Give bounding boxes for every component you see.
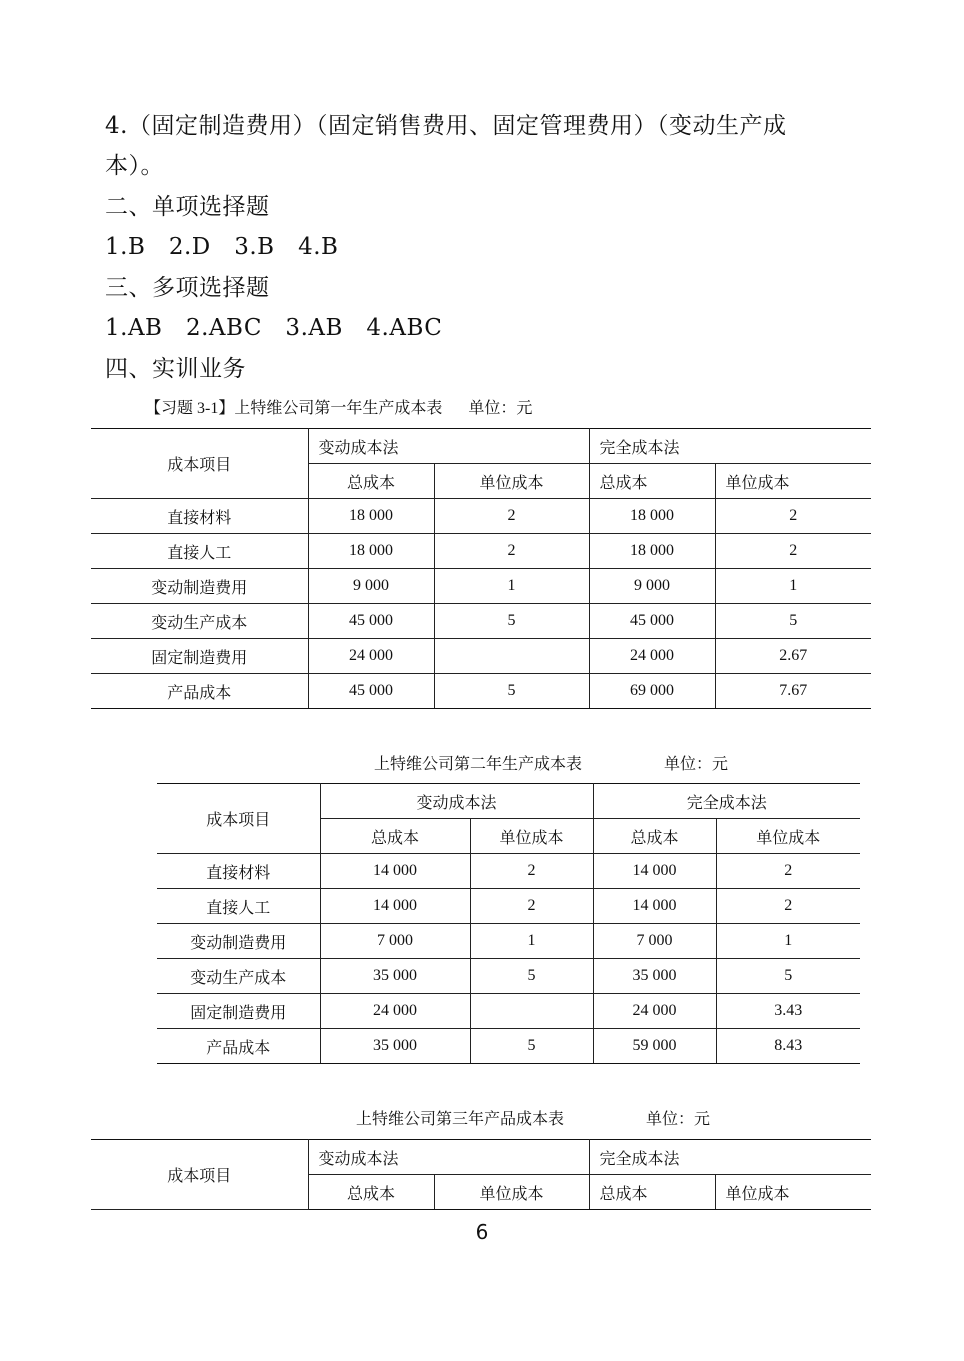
table-cell	[470, 994, 593, 1029]
table2-sub-total-full: 总成本	[593, 819, 716, 854]
table3	[91, 1139, 871, 1210]
table-cell: 3.43	[716, 994, 860, 1029]
table2-sub-unit-var: 单位成本	[470, 819, 593, 854]
table-cell: 2	[434, 499, 589, 534]
section-heading-multiple-choice: 三、多项选择题	[105, 275, 270, 301]
table-cell: 59 000	[593, 1029, 716, 1064]
table-cell: 5	[716, 959, 860, 994]
table-cell: 35 000	[320, 1029, 470, 1064]
table3-header-item: 成本项目	[91, 1140, 308, 1210]
table-cell: 2	[470, 889, 593, 924]
table-row	[157, 889, 860, 924]
table-cell: 7 000	[593, 924, 716, 959]
table3-sub-total-var: 总成本	[308, 1175, 434, 1210]
table2-header-item: 成本项目	[157, 784, 320, 854]
table-row	[91, 499, 871, 534]
table1-header-variable: 变动成本法	[308, 429, 589, 464]
table3-sub-unit-full: 单位成本	[715, 1175, 871, 1210]
table-cell: 1	[715, 569, 871, 604]
table1-header-full: 完全成本法	[589, 429, 871, 464]
table-cell: 69 000	[589, 674, 715, 709]
table-cell: 5	[715, 604, 871, 639]
table3-sub-total-full: 总成本	[589, 1175, 715, 1210]
table1	[91, 428, 871, 709]
table-row	[157, 924, 860, 959]
table-cell: 14 000	[320, 889, 470, 924]
table-cell: 直接人工	[91, 534, 308, 569]
table-cell: 24 000	[308, 639, 434, 674]
table-cell: 14 000	[320, 854, 470, 889]
table1-unit: 单位：元	[468, 400, 533, 417]
table1-sub-total-var: 总成本	[308, 464, 434, 499]
table1-caption	[145, 395, 532, 418]
table1-sub-unit-full: 单位成本	[715, 464, 871, 499]
table-cell: 14 000	[593, 854, 716, 889]
table2-unit: 单位：元	[664, 756, 729, 773]
table-cell: 2	[434, 534, 589, 569]
table2-sub-unit-full: 单位成本	[716, 819, 860, 854]
table-row	[157, 1029, 860, 1064]
table-cell: 2.67	[715, 639, 871, 674]
table-row	[157, 994, 860, 1029]
table-cell: 5	[470, 959, 593, 994]
table-cell: 产品成本	[157, 1029, 320, 1064]
table3-sub-unit-var: 单位成本	[434, 1175, 589, 1210]
table-cell	[434, 639, 589, 674]
table-cell: 5	[470, 1029, 593, 1064]
table-cell: 变动生产成本	[91, 604, 308, 639]
answer-fill-blank-4: 4.（固定制造费用）（固定销售费用、固定管理费用）（变动生产成	[105, 113, 787, 139]
table-cell: 固定制造费用	[91, 639, 308, 674]
table-cell: 2	[715, 534, 871, 569]
table-cell: 2	[716, 889, 860, 924]
table-cell: 1	[470, 924, 593, 959]
table-row	[91, 639, 871, 674]
table-cell: 变动生产成本	[157, 959, 320, 994]
table-cell: 1	[434, 569, 589, 604]
table-cell: 18 000	[308, 499, 434, 534]
table-cell: 5	[434, 674, 589, 709]
table-row	[157, 854, 860, 889]
table2	[157, 783, 860, 1064]
table-cell: 7 000	[320, 924, 470, 959]
table-row	[91, 569, 871, 604]
table-cell: 24 000	[593, 994, 716, 1029]
table-cell: 固定制造费用	[157, 994, 320, 1029]
table-cell: 18 000	[589, 499, 715, 534]
table3-caption	[356, 1106, 710, 1129]
table-cell: 直接材料	[91, 499, 308, 534]
answer-fill-blank-4-cont: 本）。	[105, 153, 164, 179]
table-cell: 24 000	[589, 639, 715, 674]
table-cell: 5	[434, 604, 589, 639]
table-cell: 变动制造费用	[157, 924, 320, 959]
table-row	[91, 674, 871, 709]
table3-unit: 单位：元	[646, 1111, 711, 1128]
table-row	[91, 534, 871, 569]
table1-sub-total-full: 总成本	[589, 464, 715, 499]
table-cell: 9 000	[589, 569, 715, 604]
table-cell: 35 000	[320, 959, 470, 994]
table-cell: 45 000	[308, 604, 434, 639]
table2-header-full: 完全成本法	[593, 784, 860, 819]
table-cell: 9 000	[308, 569, 434, 604]
table3-header-full: 完全成本法	[589, 1140, 871, 1175]
table-cell: 14 000	[593, 889, 716, 924]
table3-title: 上特维公司第三年产品成本表	[356, 1111, 565, 1128]
section-heading-single-choice: 二、单项选择题	[105, 194, 270, 220]
table1-sub-unit-var: 单位成本	[434, 464, 589, 499]
table-cell: 直接材料	[157, 854, 320, 889]
table1-header-item: 成本项目	[91, 429, 308, 499]
page-number: 6	[475, 1220, 489, 1244]
table1-title: 【习题 3-1】上特维公司第一年生产成本表	[145, 400, 443, 417]
table2-header-variable: 变动成本法	[320, 784, 593, 819]
table-cell: 18 000	[308, 534, 434, 569]
table-cell: 24 000	[320, 994, 470, 1029]
table-cell: 2	[716, 854, 860, 889]
table2-caption	[374, 751, 728, 774]
table-cell: 2	[715, 499, 871, 534]
table-cell: 2	[470, 854, 593, 889]
single-choice-answers: 1.B 2.D 3.B 4.B	[105, 234, 339, 260]
table-cell: 18 000	[589, 534, 715, 569]
table3-header-variable: 变动成本法	[308, 1140, 589, 1175]
table-cell: 产品成本	[91, 674, 308, 709]
table-cell: 变动制造费用	[91, 569, 308, 604]
section-heading-practice: 四、实训业务	[105, 356, 246, 382]
table-cell: 45 000	[589, 604, 715, 639]
table-cell: 45 000	[308, 674, 434, 709]
table2-title: 上特维公司第二年生产成本表	[374, 756, 583, 773]
table-cell: 8.43	[716, 1029, 860, 1064]
table-row	[91, 604, 871, 639]
table-cell: 1	[716, 924, 860, 959]
table-cell: 35 000	[593, 959, 716, 994]
table-cell: 直接人工	[157, 889, 320, 924]
table-row	[157, 959, 860, 994]
table-cell: 7.67	[715, 674, 871, 709]
table2-sub-total-var: 总成本	[320, 819, 470, 854]
multiple-choice-answers: 1.AB 2.ABC 3.AB 4.ABC	[105, 315, 443, 341]
